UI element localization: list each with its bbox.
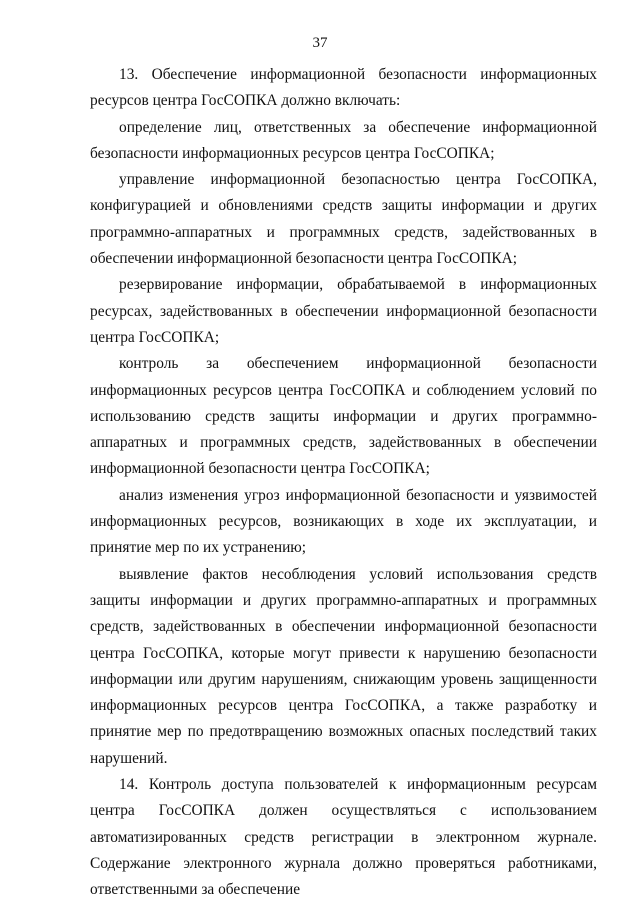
paragraph-security-control: контроль за обеспечением информационной безопасности информационных ресурсов центра ГосСОПКА и соблюдением условий по использованию средств защиты информации и других программно-аппаратных и программных средств, задействованных в обеспечении информационной безопасности центра ГосСОПКА; bbox=[90, 355, 597, 478]
paragraph-threat-analysis: анализ изменения угроз информационной безопасности и уязвимостей информационных ресурсов, возникающих в ходе их эксплуатации, и принятие мер по их устранению; bbox=[90, 486, 597, 557]
paragraph-security-management: управление информационной безопасностью центра ГосСОПКА, конфигурацией и обновлениями средств защиты информации и других программно-аппаратных и программных средств, задействованных в обеспечении информационной безопасности центра ГосСОПКА; bbox=[90, 171, 597, 268]
paragraph-backup: резервирование информации, обрабатываемой в информационных ресурсах, задействованных в обеспечении информационной безопасности центра ГосСОПКА; bbox=[90, 276, 597, 346]
paragraph-item-14-access-control: 14. Контроль доступа пользователей к информационным ресурсам центра ГосСОПКА должен осуществляться с использованием автоматизированных средств регистрации в электронном журнале. Содержание электронного журнала должно проверяться работниками, ответственными за обеспечение bbox=[90, 776, 597, 899]
paragraph-item-13-heading: 13. Обеспечение информационной безопасности информационных ресурсов центра ГосСОПКА должно включать: bbox=[90, 66, 597, 110]
paragraph-violation-detection: выявление фактов несоблюдения условий использования средств защиты информации и других программно-аппаратных и программных средств, задействованных в обеспечении информационной безопасности центра ГосСОПКА, которые могут привести к нарушению безопасности информации или другим нарушениям, снижающим уровень защищенности информационных ресурсов центра ГосСОПКА, а также разработку и принятие мер по предотвращению возможных опасных последствий таких нарушений. bbox=[90, 565, 597, 767]
paragraph-responsible-persons: определение лиц, ответственных за обеспечение информационной безопасности информационных ресурсов центра ГосСОПКА; bbox=[90, 118, 597, 162]
document-body bbox=[90, 62, 597, 904]
page-number: 37 bbox=[312, 35, 328, 51]
